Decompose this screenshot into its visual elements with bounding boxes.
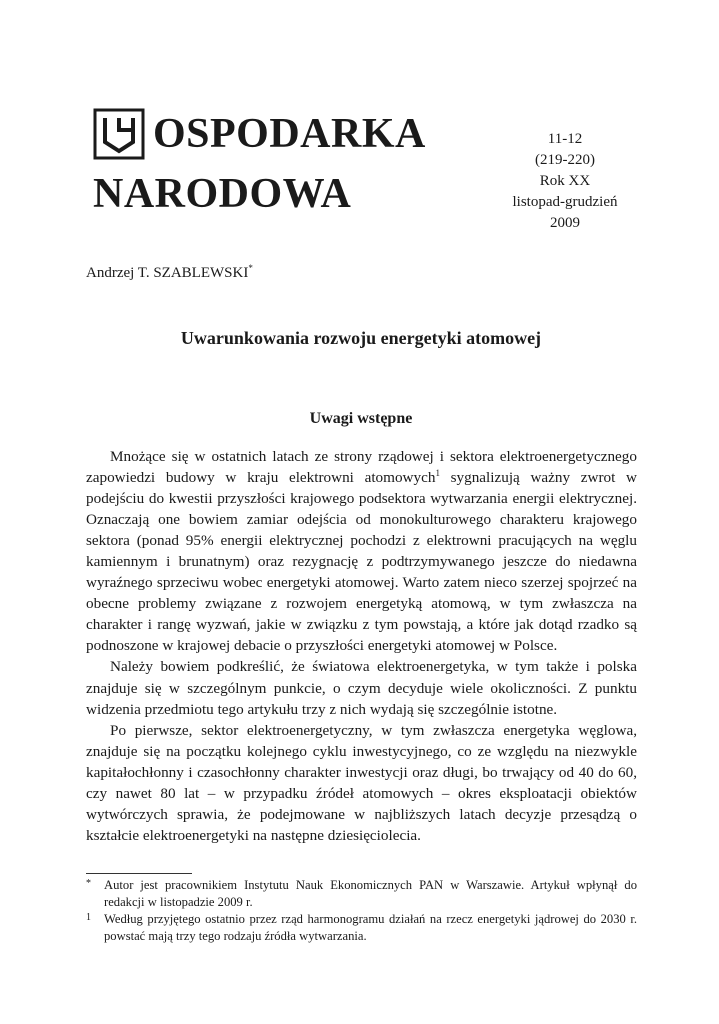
footnote-ref: 1 [435, 467, 440, 478]
article-title: Uwarunkowania rozwoju energetyki atomowej [180, 328, 542, 348]
paragraph: Należy bowiem podkreślić, że światowa elektroenergetyka, w tym także i polska znajduje się w szczególnym punkcie, o czym decyduje wiele okoliczności. Z punktu widzenia przedmiotu tego artykułu trzy z nich wydają się szczególnie istotne. [86, 658, 637, 718]
author-footnote-mark: * [248, 263, 253, 273]
journal-title-line1: OSPODARKA [153, 111, 426, 157]
footnote-mark: * [86, 878, 91, 889]
footnote-divider [86, 873, 192, 874]
section-title: Uwagi wstępne [309, 410, 413, 427]
footnote-mark: 1 [86, 912, 91, 923]
g-letter-frame-icon [93, 108, 145, 160]
issue-year-label: Rok XX [539, 173, 591, 189]
footnote-text: Według przyjętego ostatnio przez rząd harmonogramu działań na rzecz energetyki jądrowej do 2030 r. powstać mają trzy tego rodzaju źródła wytwarzania. [104, 912, 637, 943]
paragraph: Mnożące się w ostatnich latach ze strony rządowej i sektora elektroenergetycznego zapowiedzi budowy w kraju elektrowni atomowych$^1$ sygnalizują ważny zwrot w podejściu do kwestii przyszłości krajowego podsektora wytwarzania energii elektrycznej. Oznaczają one bowiem zamiar odejścia od monokulturowego charakteru krajowego sektora (ponad 95% energii elektrycznej pochodzi z elektrowni pracujących na węglu kamiennym i brunatnym) oraz rezygnację z podtrzymywanego jeszcze do niedawna wyraźnego sprzeciwu wobec energetyki atomowej. Warto zatem nieco szerzej spojrzeć na obecne problemy związane z rozwojem energetyką atomową, w tym zwłaszcza na charakter i rangę wyzwań, jakie w związku z tym powstają, a które jak dotąd rzadko są podnoszone w krajowej debacie o przyszłości energetyki atomowej w Polsce. [86, 448, 637, 655]
author-name: Andrzej T. SZABLEWSKI [86, 265, 249, 281]
footnotes [86, 877, 637, 945]
issue-info [500, 129, 630, 234]
footnote-text: Autor jest pracownikiem Instytutu Nauk Ekonomicznych PAN w Warszawie. Artykuł wpłynął do redakcji w listopadzie 2009 r. [104, 878, 637, 909]
author-line [86, 263, 253, 282]
footnote [86, 877, 637, 911]
paragraph: Po pierwsze, sektor elektroenergetyczny, w tym zwłaszcza energetyka węglowa, znajduje się na początku kolejnego cyklu inwestycyjnego, co ze względu na niezwykle kapitałochłonny i czasochłonny charakter inwestycji oraz długi, bo trwający od 40 do 60, czy nawet 80 lat – w przypadku źródeł atomowych – okres eksploatacji obiektów wytwórczych sprawia, że podejmowane w najbliższych latach decyzje przesądzą o kształcie elektroenergetyki na następne dziesięciolecia. [86, 721, 637, 844]
issue-cumulative: (219-220) [535, 152, 595, 168]
journal-title-line2: NARODOWA [93, 171, 352, 217]
issue-months: listopad-grudzień [512, 194, 618, 210]
issue-number: 11-12 [547, 131, 583, 147]
footnote [86, 911, 637, 945]
article-body [86, 446, 637, 846]
issue-year: 2009 [550, 215, 580, 231]
